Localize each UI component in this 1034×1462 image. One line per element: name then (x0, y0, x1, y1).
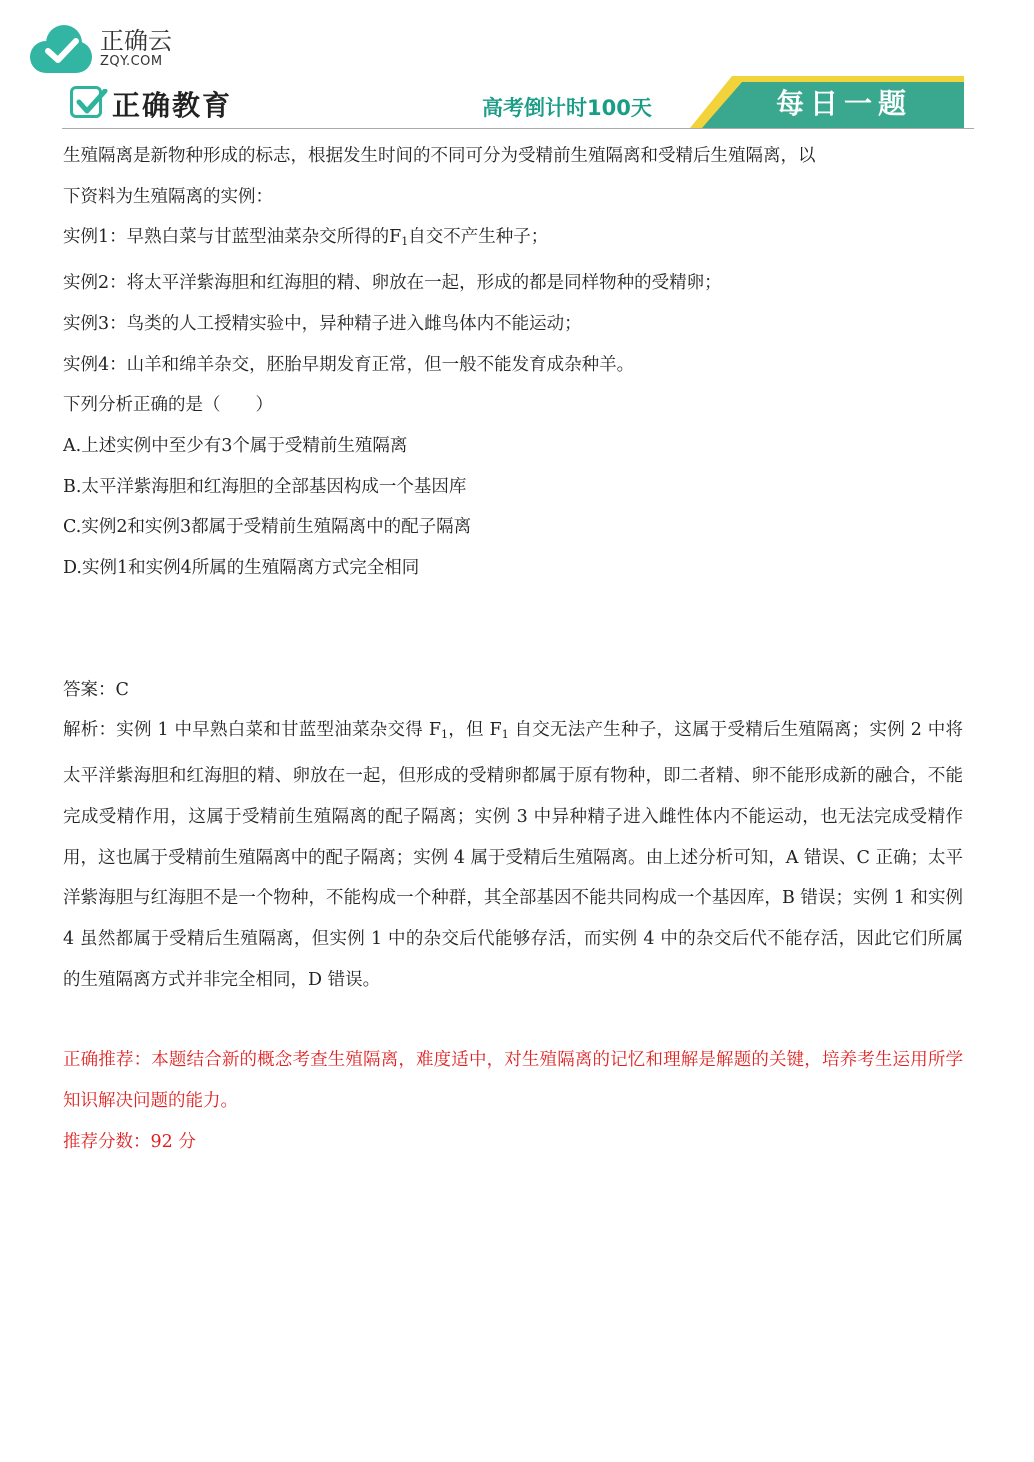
recommendation-score: 推荐分数：92 分 (63, 1131, 196, 1152)
question-prompt: 下列分析正确的是（ ） (63, 395, 273, 416)
example-2: 实例2：将太平洋紫海胆和红海胆的精、卵放在一起，形成的都是同样物种的受精卵； (63, 273, 722, 294)
subscript: 1 (440, 728, 448, 742)
cloud-check-icon (28, 23, 94, 73)
recommendation-text: 正确推荐：本题结合新的概念考查生殖隔离，难度适中，对生殖隔离的记忆和理解是解题的关键，培养考生运用所学知识解决问题的能力。 (63, 1050, 963, 1112)
analysis-text: 解析：实例 1 中早熟白菜和甘蓝型油菜杂交得 F (63, 720, 441, 741)
option-d: D.实例1和实例4所属的生殖隔离方式完全相同 (63, 558, 420, 579)
subscript: 1 (501, 728, 509, 742)
brand-name: 正确云 (100, 26, 172, 55)
example-3: 实例3：鸟类的人工授精实验中，异种精子进入雌鸟体内不能运动； (63, 313, 582, 334)
question-intro-line1: 生殖隔离是新物种形成的标志，根据发生时间的不同可分为受精前生殖隔离和受精后生殖隔离，以 (63, 146, 816, 166)
subscript: 1 (401, 235, 409, 249)
header-divider (62, 128, 974, 129)
analysis-text: 自交无法产生种子，这属于受精后生殖隔离；实例 2 中将太平洋紫海胆和红海胆的精、卵放在一起，但形成的受精卵都属于原有物种，即二者精、卵不能形成新的融合，不能完成受精作用，这属于受精前生殖隔离的配子隔离；实例 3 中异种精子进入雌性体内不能运动，也无法完成受精作用，这也属于受精前生殖隔离中的配子隔离；实例 4 属于受精后生殖隔离。由上述分析可知，A 错误、C 正确；太平洋紫海胆与红海胆不是一个物种，不能构成一个种群，其全部基因不能共同构成一个基因库，B 错误；实例 1 和实例 4 虽然都属于受精后生殖隔离，但实例 1 中的杂交后代能够存活，而实例 4 中的杂交后代不能存活，因此它们所属的生殖隔离方式并非完全相同，D 错误。 (63, 720, 964, 990)
analysis-text: ，但 F (447, 720, 502, 741)
question-intro-line2: 下资料为生殖隔离的实例： (63, 186, 273, 207)
checkbox-logo-icon (70, 86, 102, 118)
header-title: 正确教育 (112, 89, 233, 122)
example-1 (63, 217, 963, 263)
example-4: 实例4：山羊和绵羊杂交，胚胎早期发育正常，但一般不能发育成杂种羊。 (63, 354, 635, 375)
option-a: A.上述实例中至少有3个属于受精前生殖隔离 (63, 435, 408, 456)
answer-label: 答案：C (63, 679, 129, 700)
brand-logo (28, 22, 172, 74)
option-b: B.太平洋紫海胆和红海胆的全部基因构成一个基因库 (63, 476, 467, 497)
countdown-label: 高考倒计时100天 (482, 96, 652, 120)
ribbon-label: 每日一题 (776, 87, 913, 120)
example-1-text-end: 自交不产生种子； (408, 227, 549, 248)
analysis-paragraph (63, 710, 963, 1000)
option-c: C.实例2和实例3都属于受精前生殖隔离中的配子隔离 (63, 517, 472, 538)
brand-domain: ZQY.COM (100, 53, 163, 69)
example-1-text: 实例1：早熟白菜与甘蓝型油菜杂交所得的F (63, 227, 402, 248)
question-content (63, 136, 963, 1162)
